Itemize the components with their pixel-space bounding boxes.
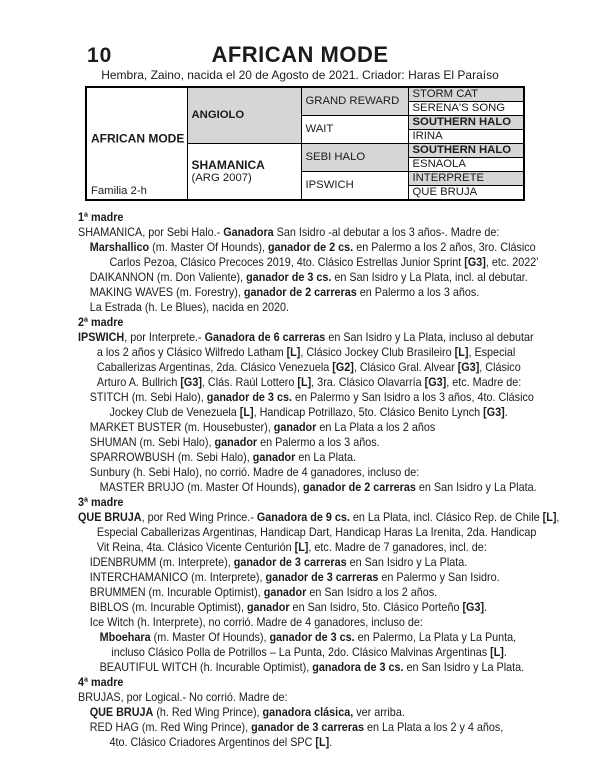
pedigree-line: SHAMANICA, por Sebi Halo.- Ganadora San Isidro -al debutar a los 3 años-. Madre de: (78, 225, 500, 239)
pedigree-line: INTERCHAMANICO (m. Interprete), ganador de 3 carreras en Palermo y San Isidro. (89, 570, 500, 584)
pedigree-line: Ice Witch (h. Interprete), no corrió. Madre de 4 ganadores, incluso de: (89, 615, 423, 629)
pedigree-line: MASTER BRUJO (m. Master Of Hounds), ganador de 2 carreras en San Isidro y La Plata. (99, 480, 537, 494)
pedigree-line: STITCH (m. Sebi Halo), ganador de 3 cs. en Palermo y San Isidro a los 3 años, 4to. Clásico (89, 390, 534, 404)
pedigree-line: Vit Reina, 4ta. Clásico Vicente Centurión [L], etc. Madre de 7 ganadores, incl. de: (96, 540, 487, 554)
ancestor-cell: SOUTHERN HALO (408, 144, 524, 158)
dam-origin: (ARG 2007) (191, 171, 252, 184)
pedigree-line: Arturo A. Bullrich [G3], Clás. Raúl Lottero [L], 3ra. Clásico Olavarría [G3], etc. Madre de: (96, 375, 522, 389)
pedigree-text (78, 210, 598, 750)
pedigree-table (85, 86, 525, 201)
pedigree-line: Caballerizas Argentinas, 2da. Clásico Venezuela [G2], Clásico Gral. Alvear [G3], Clásico (96, 360, 521, 374)
pedigree-line: RED HAG (m. Red Wing Prince), ganador de 3 carreras en La Plata a los 2 y 4 años, (89, 720, 504, 734)
pedigree-line: IPSWICH, por Interprete.- Ganadora de 6 carreras en San Isidro y La Plata, incluso al debutar (78, 330, 534, 344)
pedigree-line: SPARROWBUSH (m. Sebi Halo), ganador en La Plata. (89, 450, 357, 464)
pedigree-line: Jockey Club de Venezuela [L], Handicap Potrillazo, 5to. Clásico Benito Lynch [G3]. (109, 405, 508, 419)
pedigree-line: incluso Clásico Polla de Potrillos – La Punta, 2do. Clásico Malvinas Argentinas [L]. (111, 645, 507, 659)
sire-cell: ANGIOLO (187, 87, 301, 144)
pedigree-line: DAIKANNON (m. Don Valiente), ganador de 3 cs. en San Isidro y La Plata, incl. al debutar. (89, 270, 528, 284)
grandsire-cell: SEBI HALO (301, 144, 408, 172)
pedigree-line: Carlos Pezoa, Clásico Precoces 2019, 4to. Clásico Estrellas Junior Sprint [G3], etc. 2022' (109, 255, 539, 269)
subject-cell (86, 87, 187, 200)
pedigree-line: SHUMAN (m. Sebi Halo), ganador en Palermo a los 3 años. (89, 435, 380, 449)
pedigree-line: IDENBRUMM (m. Interprete), ganador de 3 carreras en San Isidro y La Plata. (89, 555, 468, 569)
ancestor-cell: INTERPRETE (408, 172, 524, 186)
ancestor-cell: QUE BRUJA (408, 186, 524, 201)
pedigree-line: BRUMMEN (m. Incurable Optimist), ganador en San Isidro a los 2 años. (89, 585, 438, 599)
pedigree-line: BIBLOS (m. Incurable Optimist), ganador en San Isidro, 5to. Clásico Porteño [G3]. (89, 600, 488, 614)
pedigree-line: QUE BRUJA, por Red Wing Prince.- Ganadora de 9 cs. en La Plata, incl. Clásico Rep. de Chile [L], (78, 510, 560, 524)
subject-name: AFRICAN MODE (91, 131, 185, 146)
pedigree-line: Especial Caballerizas Argentinas, Handicap Dart, Handicap Haras La Irenita, 2da. Handicap (96, 525, 537, 539)
pedigree-line: Marshallico (m. Master Of Hounds), ganador de 2 cs. en Palermo a los 2 años, 3ro. Clásico (89, 240, 536, 254)
pedigree-line: QUE BRUJA (h. Red Wing Prince), ganadora clásica, ver arriba. (89, 705, 405, 719)
madre-heading: 4ª madre (78, 675, 124, 689)
ancestor-cell: ESNAOLA (408, 158, 524, 172)
ancestor-cell: SERENA'S SONG (408, 102, 524, 116)
ancestor-cell: IRINA (408, 130, 524, 144)
madre-heading: 2ª madre (78, 315, 124, 329)
dam-cell (187, 144, 301, 201)
pedigree-line: BEAUTIFUL WITCH (h. Incurable Optimist), ganadora de 3 cs. en San Isidro y La Plata. (99, 660, 525, 674)
madre-heading: 3ª madre (78, 495, 124, 509)
pedigree-line: MARKET BUSTER (m. Housebuster), ganador en La Plata a los 2 años (89, 420, 436, 434)
family-label: Familia 2-h (91, 185, 147, 197)
dam-name: SHAMANICA (191, 157, 265, 172)
pedigree-line: Mboehara (m. Master Of Hounds), ganador de 3 cs. en Palermo, La Plata y La Punta, (99, 630, 517, 644)
granddam-cell: IPSWICH (301, 172, 408, 201)
pedigree-line: Sunbury (h. Sebi Halo), no corrió. Madre de 4 ganadores, incluso de: (89, 465, 420, 479)
birth-info: Hembra, Zaino, nacida el 20 de Agosto de 2021. Criador: Haras El Paraíso (101, 68, 499, 82)
pedigree-line: a los 2 años y Clásico Wilfredo Latham [L], Clásico Jockey Club Brasileiro [L], Especial (96, 345, 516, 359)
grandsire-cell: GRAND REWARD (301, 87, 408, 116)
ancestor-cell: STORM CAT (408, 87, 524, 102)
madre-heading: 1ª madre (78, 210, 124, 224)
pedigree-line: La Estrada (h. Le Blues), nacida en 2020. (89, 300, 290, 314)
granddam-cell: WAIT (301, 116, 408, 144)
ancestor-cell: SOUTHERN HALO (408, 116, 524, 130)
pedigree-line: BRUJAS, por Logical.- No corrió. Madre de: (78, 690, 288, 704)
lot-number: 10 (87, 44, 113, 67)
pedigree-line: 4to. Clásico Criadores Argentinos del SPC [L]. (109, 735, 333, 749)
page-title: AFRICAN MODE (211, 42, 389, 67)
pedigree-line: MAKING WAVES (m. Forestry), ganador de 2 carreras en Palermo a los 3 años. (89, 285, 480, 299)
